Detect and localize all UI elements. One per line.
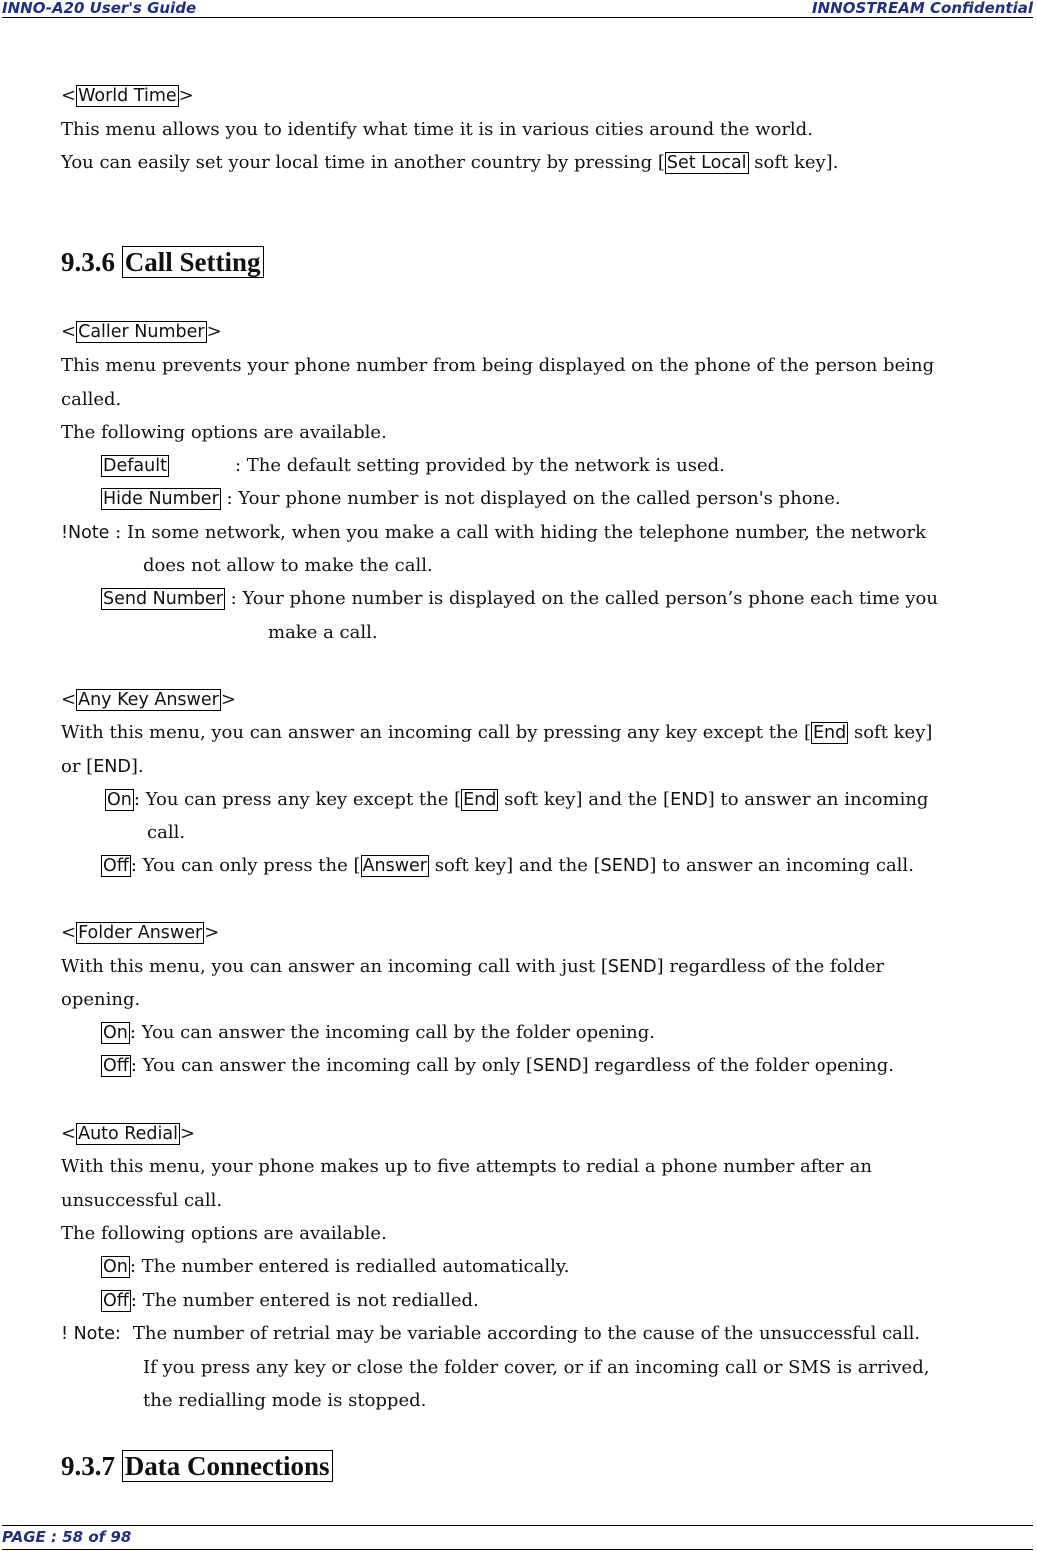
auto-redial-desc-3: The following options are available. bbox=[61, 1223, 387, 1244]
folder-answer-heading: < Folder Answer > bbox=[61, 922, 220, 943]
section-heading-call-setting: 9.3.6 Call Setting bbox=[61, 244, 264, 280]
data-connections-title: Data Connections bbox=[122, 1450, 333, 1482]
option-default: Default : The default setting provided by the network is used. bbox=[103, 455, 725, 476]
folder-option-off: Off : You can answer the incoming call by only [SEND] regardless of the folder opening. bbox=[103, 1055, 894, 1076]
caller-number-note: !Note : In some network, when you make a call with hiding the telephone number, the network bbox=[61, 522, 926, 543]
world-time-heading: < World Time > bbox=[61, 85, 194, 106]
option-hide-number: Hide Number : Your phone number is not displayed on the called person's phone. bbox=[103, 488, 841, 509]
any-key-answer-title: Any Key Answer bbox=[78, 690, 219, 710]
any-key-option-off: Off : You can only press the [ Answer soft key] and the [SEND] to answer an incoming call. bbox=[103, 855, 914, 876]
page-footer bbox=[2, 1525, 1033, 1550]
page-number: PAGE : 58 of 98 bbox=[2, 1528, 132, 1546]
any-key-answer-desc-2: or [END]. bbox=[61, 756, 144, 777]
folder-answer-desc-1: With this menu, you can answer an incoming call with just [SEND] regardless of the folder bbox=[61, 956, 885, 977]
any-key-option-on: On : You can press any key except the [ End soft key] and the [END] to answer an incoming bbox=[107, 789, 929, 810]
option-send-number-cont: make a call. bbox=[268, 622, 378, 643]
section-heading-data-connections: 9.3.7 Data Connections bbox=[61, 1448, 333, 1484]
auto-redial-heading: < Auto Redial > bbox=[61, 1123, 196, 1144]
auto-redial-note-3: the redialling mode is stopped. bbox=[143, 1390, 427, 1411]
caller-number-desc-2: called. bbox=[61, 389, 122, 410]
redial-option-off: Off : The number entered is not redialled. bbox=[103, 1290, 479, 1311]
end-key: End bbox=[812, 723, 847, 743]
auto-redial-desc-2: unsuccessful call. bbox=[61, 1190, 223, 1211]
any-key-option-on-cont: call. bbox=[147, 822, 186, 843]
caller-number-desc-1: This menu prevents your phone number from being displayed on the phone of the person being bbox=[61, 355, 935, 376]
folder-answer-desc-2: opening. bbox=[61, 989, 141, 1010]
caller-number-heading: < Caller Number > bbox=[61, 321, 222, 342]
caller-number-note-cont: does not allow to make the call. bbox=[143, 555, 433, 576]
auto-redial-title: Auto Redial bbox=[78, 1124, 178, 1144]
any-key-answer-desc-1: With this menu, you can answer an incoming call by pressing any key except the [ End soft key] bbox=[61, 722, 933, 743]
note-label: !Note bbox=[61, 523, 110, 543]
auto-redial-note: ! Note: The number of retrial may be variable according to the cause of the unsuccessful call. bbox=[61, 1323, 921, 1344]
header-confidential: INNOSTREAM Confidential bbox=[812, 0, 1033, 17]
option-on-label: On bbox=[107, 790, 132, 810]
option-hide-number-label: Hide Number bbox=[103, 489, 219, 509]
world-time-desc-2: You can easily set your local time in another country by pressing [ Set Local soft key]. bbox=[61, 152, 839, 173]
option-off-label: Off bbox=[103, 856, 129, 876]
world-time-title: World Time bbox=[78, 86, 177, 106]
option-send-number-label: Send Number bbox=[103, 589, 223, 609]
auto-redial-desc-1: With this menu, your phone makes up to five attempts to redial a phone number after an bbox=[61, 1156, 872, 1177]
any-key-answer-heading: < Any Key Answer > bbox=[61, 689, 236, 710]
folder-answer-title: Folder Answer bbox=[78, 923, 203, 943]
caller-number-title: Caller Number bbox=[78, 322, 205, 342]
caller-number-desc-3: The following options are available. bbox=[61, 422, 387, 443]
page-header bbox=[2, 0, 1033, 18]
world-time-desc-1: This menu allows you to identify what time it is in various cities around the world. bbox=[61, 119, 813, 140]
folder-option-on: On : You can answer the incoming call by the folder opening. bbox=[103, 1022, 655, 1043]
header-doc-title: INNO-A20 User's Guide bbox=[2, 0, 197, 17]
redial-option-on: On : The number entered is redialled automatically. bbox=[103, 1256, 570, 1277]
call-setting-title: Call Setting bbox=[122, 246, 264, 278]
set-local-key: Set Local bbox=[666, 153, 747, 173]
auto-redial-note-2: If you press any key or close the folder cover, or if an incoming call or SMS is arrived, bbox=[143, 1357, 930, 1378]
option-send-number: Send Number : Your phone number is displayed on the called person’s phone each time you bbox=[103, 588, 938, 609]
option-default-label: Default bbox=[103, 456, 167, 476]
